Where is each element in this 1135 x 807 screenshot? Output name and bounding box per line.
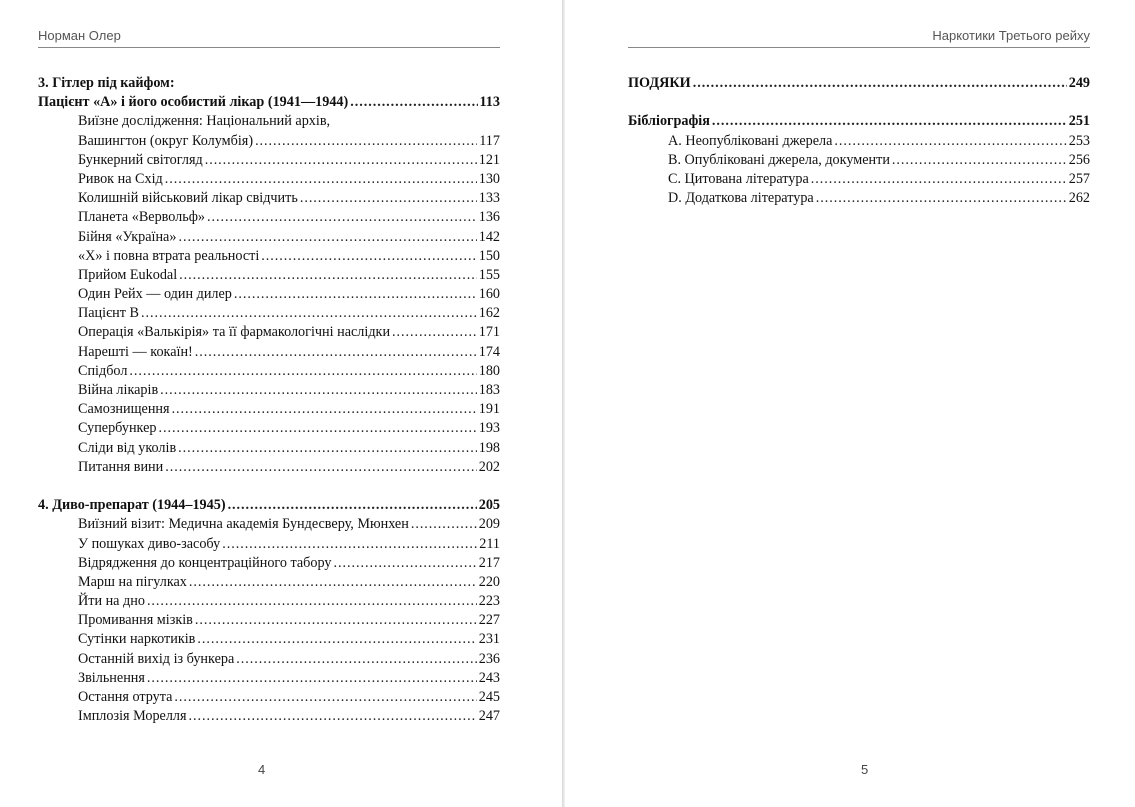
leader-dots xyxy=(392,323,477,342)
acknowledgements-heading[interactable]: ПОДЯКИ . . . 249 xyxy=(628,74,1090,93)
toc-entry[interactable]: Спідбол . . . 180 xyxy=(38,362,500,381)
toc-entry[interactable]: Планета «Вервольф» . . . 136 xyxy=(38,208,500,227)
leader-dots xyxy=(189,573,477,592)
leader-dots xyxy=(158,419,476,438)
leader-dots xyxy=(174,688,476,707)
leader-dots xyxy=(165,458,476,477)
toc-entry[interactable]: Сутінки наркотиків . . . 231 xyxy=(38,630,500,649)
chapter-3-heading-line-1: 3. Гітлер під кайфом: xyxy=(38,75,175,91)
leader-dots xyxy=(234,285,477,304)
leader-dots xyxy=(300,189,477,208)
toc-entry[interactable]: Марш на пігулках . . . 220 xyxy=(38,573,500,592)
running-head-title: Наркотики Третього рейху xyxy=(932,28,1090,43)
toc-entry[interactable]: Остання отрута . . . 245 xyxy=(38,688,500,707)
leader-dots xyxy=(693,74,1067,93)
toc-entry[interactable]: Останній вихід із бункера . . . 236 xyxy=(38,650,500,669)
toc-entry[interactable]: Війна лікарів . . . 183 xyxy=(38,381,500,400)
header-rule xyxy=(38,47,500,48)
leader-dots xyxy=(195,343,477,362)
table-of-contents-right xyxy=(628,74,1090,208)
leader-dots xyxy=(189,707,477,726)
leader-dots xyxy=(207,208,477,227)
leader-dots xyxy=(816,189,1067,208)
chapter-4-heading[interactable]: 4. Диво-препарат (1944–1945) . . . 205 xyxy=(38,496,500,515)
toc-entry[interactable]: Виїзний візит: Медична академія Бундесверу, Мюнхен . . . 209 xyxy=(38,515,500,534)
toc-entry[interactable]: Самознищення . . . 191 xyxy=(38,400,500,419)
leader-dots xyxy=(712,112,1067,131)
toc-entry[interactable]: Один Рейх — один дилер . . . 160 xyxy=(38,285,500,304)
leader-dots xyxy=(811,170,1067,189)
toc-entry[interactable]: Звільнення . . . 243 xyxy=(38,669,500,688)
toc-entry[interactable]: Вашингтон (округ Колумбія) . . . 117 xyxy=(38,132,500,151)
header-rule xyxy=(628,47,1090,48)
leader-dots xyxy=(147,592,477,611)
toc-entry[interactable]: Питання вини . . . 202 xyxy=(38,458,500,477)
toc-entry[interactable]: Бункерний світогляд . . . 121 xyxy=(38,151,500,170)
toc-entry[interactable]: C. Цитована література . . . 257 xyxy=(628,170,1090,189)
toc-entry[interactable]: Нарешті — кокаїн! . . . 174 xyxy=(38,343,500,362)
leader-dots xyxy=(160,381,477,400)
toc-entry[interactable]: Йти на дно . . . 223 xyxy=(38,592,500,611)
toc-entry[interactable]: A. Неопубліковані джерела . . . 253 xyxy=(628,132,1090,151)
leader-dots xyxy=(834,132,1066,151)
leader-dots xyxy=(147,669,477,688)
leader-dots xyxy=(141,304,477,323)
leader-dots xyxy=(228,496,477,515)
toc-entry[interactable]: Відрядження до концентраційного табору . . . 217 xyxy=(38,554,500,573)
leader-dots xyxy=(129,362,476,381)
leader-dots xyxy=(165,170,477,189)
leader-dots xyxy=(222,535,477,554)
leader-dots xyxy=(334,554,477,573)
leader-dots xyxy=(197,630,476,649)
page-number: 4 xyxy=(258,762,266,777)
toc-entry[interactable]: У пошуках диво-засобу . . . 211 xyxy=(38,535,500,554)
toc-entry[interactable]: Ривок на Схід . . . 130 xyxy=(38,170,500,189)
leader-dots xyxy=(350,93,477,112)
page-number: 5 xyxy=(861,762,869,777)
toc-entry[interactable]: Промивання мізків . . . 227 xyxy=(38,611,500,630)
section-gap xyxy=(628,93,1090,112)
leader-dots xyxy=(411,515,477,534)
leader-dots xyxy=(236,650,476,669)
chapter-3-heading[interactable]: Пацієнт «А» і його особистий лікар (1941—1944) . . . 113 xyxy=(38,93,500,112)
leader-dots xyxy=(255,132,477,151)
table-of-contents-left xyxy=(38,74,500,726)
leader-dots xyxy=(178,439,477,458)
toc-entry[interactable]: Колишній військовий лікар свідчить . . . 133 xyxy=(38,189,500,208)
toc-entry[interactable]: Бійня «Україна» . . . 142 xyxy=(38,228,500,247)
section-gap xyxy=(38,477,500,496)
toc-entry[interactable]: Сліди від уколів . . . 198 xyxy=(38,439,500,458)
left-page xyxy=(0,0,562,807)
leader-dots xyxy=(178,228,476,247)
toc-entry[interactable]: B. Опубліковані джерела, документи . . . 256 xyxy=(628,151,1090,170)
toc-entry[interactable]: Імплозія Морелля . . . 247 xyxy=(38,707,500,726)
toc-entry[interactable]: D. Додаткова література . . . 262 xyxy=(628,189,1090,208)
toc-entry[interactable]: Пацієнт В . . . 162 xyxy=(38,304,500,323)
book-gutter xyxy=(562,0,565,807)
leader-dots xyxy=(172,400,477,419)
bibliography-heading[interactable]: Бібліографія . . . 251 xyxy=(628,112,1090,131)
right-page xyxy=(566,0,1135,807)
leader-dots xyxy=(195,611,477,630)
leader-dots xyxy=(892,151,1067,170)
toc-entry[interactable]: Прийом Eukodal . . . 155 xyxy=(38,266,500,285)
leader-dots xyxy=(205,151,477,170)
toc-entry[interactable]: «Х» і повна втрата реальності . . . 150 xyxy=(38,247,500,266)
running-head-author: Норман Олер xyxy=(38,28,121,43)
leader-dots xyxy=(261,247,476,266)
toc-entry[interactable]: Супербункер . . . 193 xyxy=(38,419,500,438)
toc-entry[interactable]: Операція «Валькірія» та її фармакологічні наслідки . . . 171 xyxy=(38,323,500,342)
leader-dots xyxy=(179,266,477,285)
toc-entry: Виїзне дослідження: Національний архів, xyxy=(78,113,331,130)
